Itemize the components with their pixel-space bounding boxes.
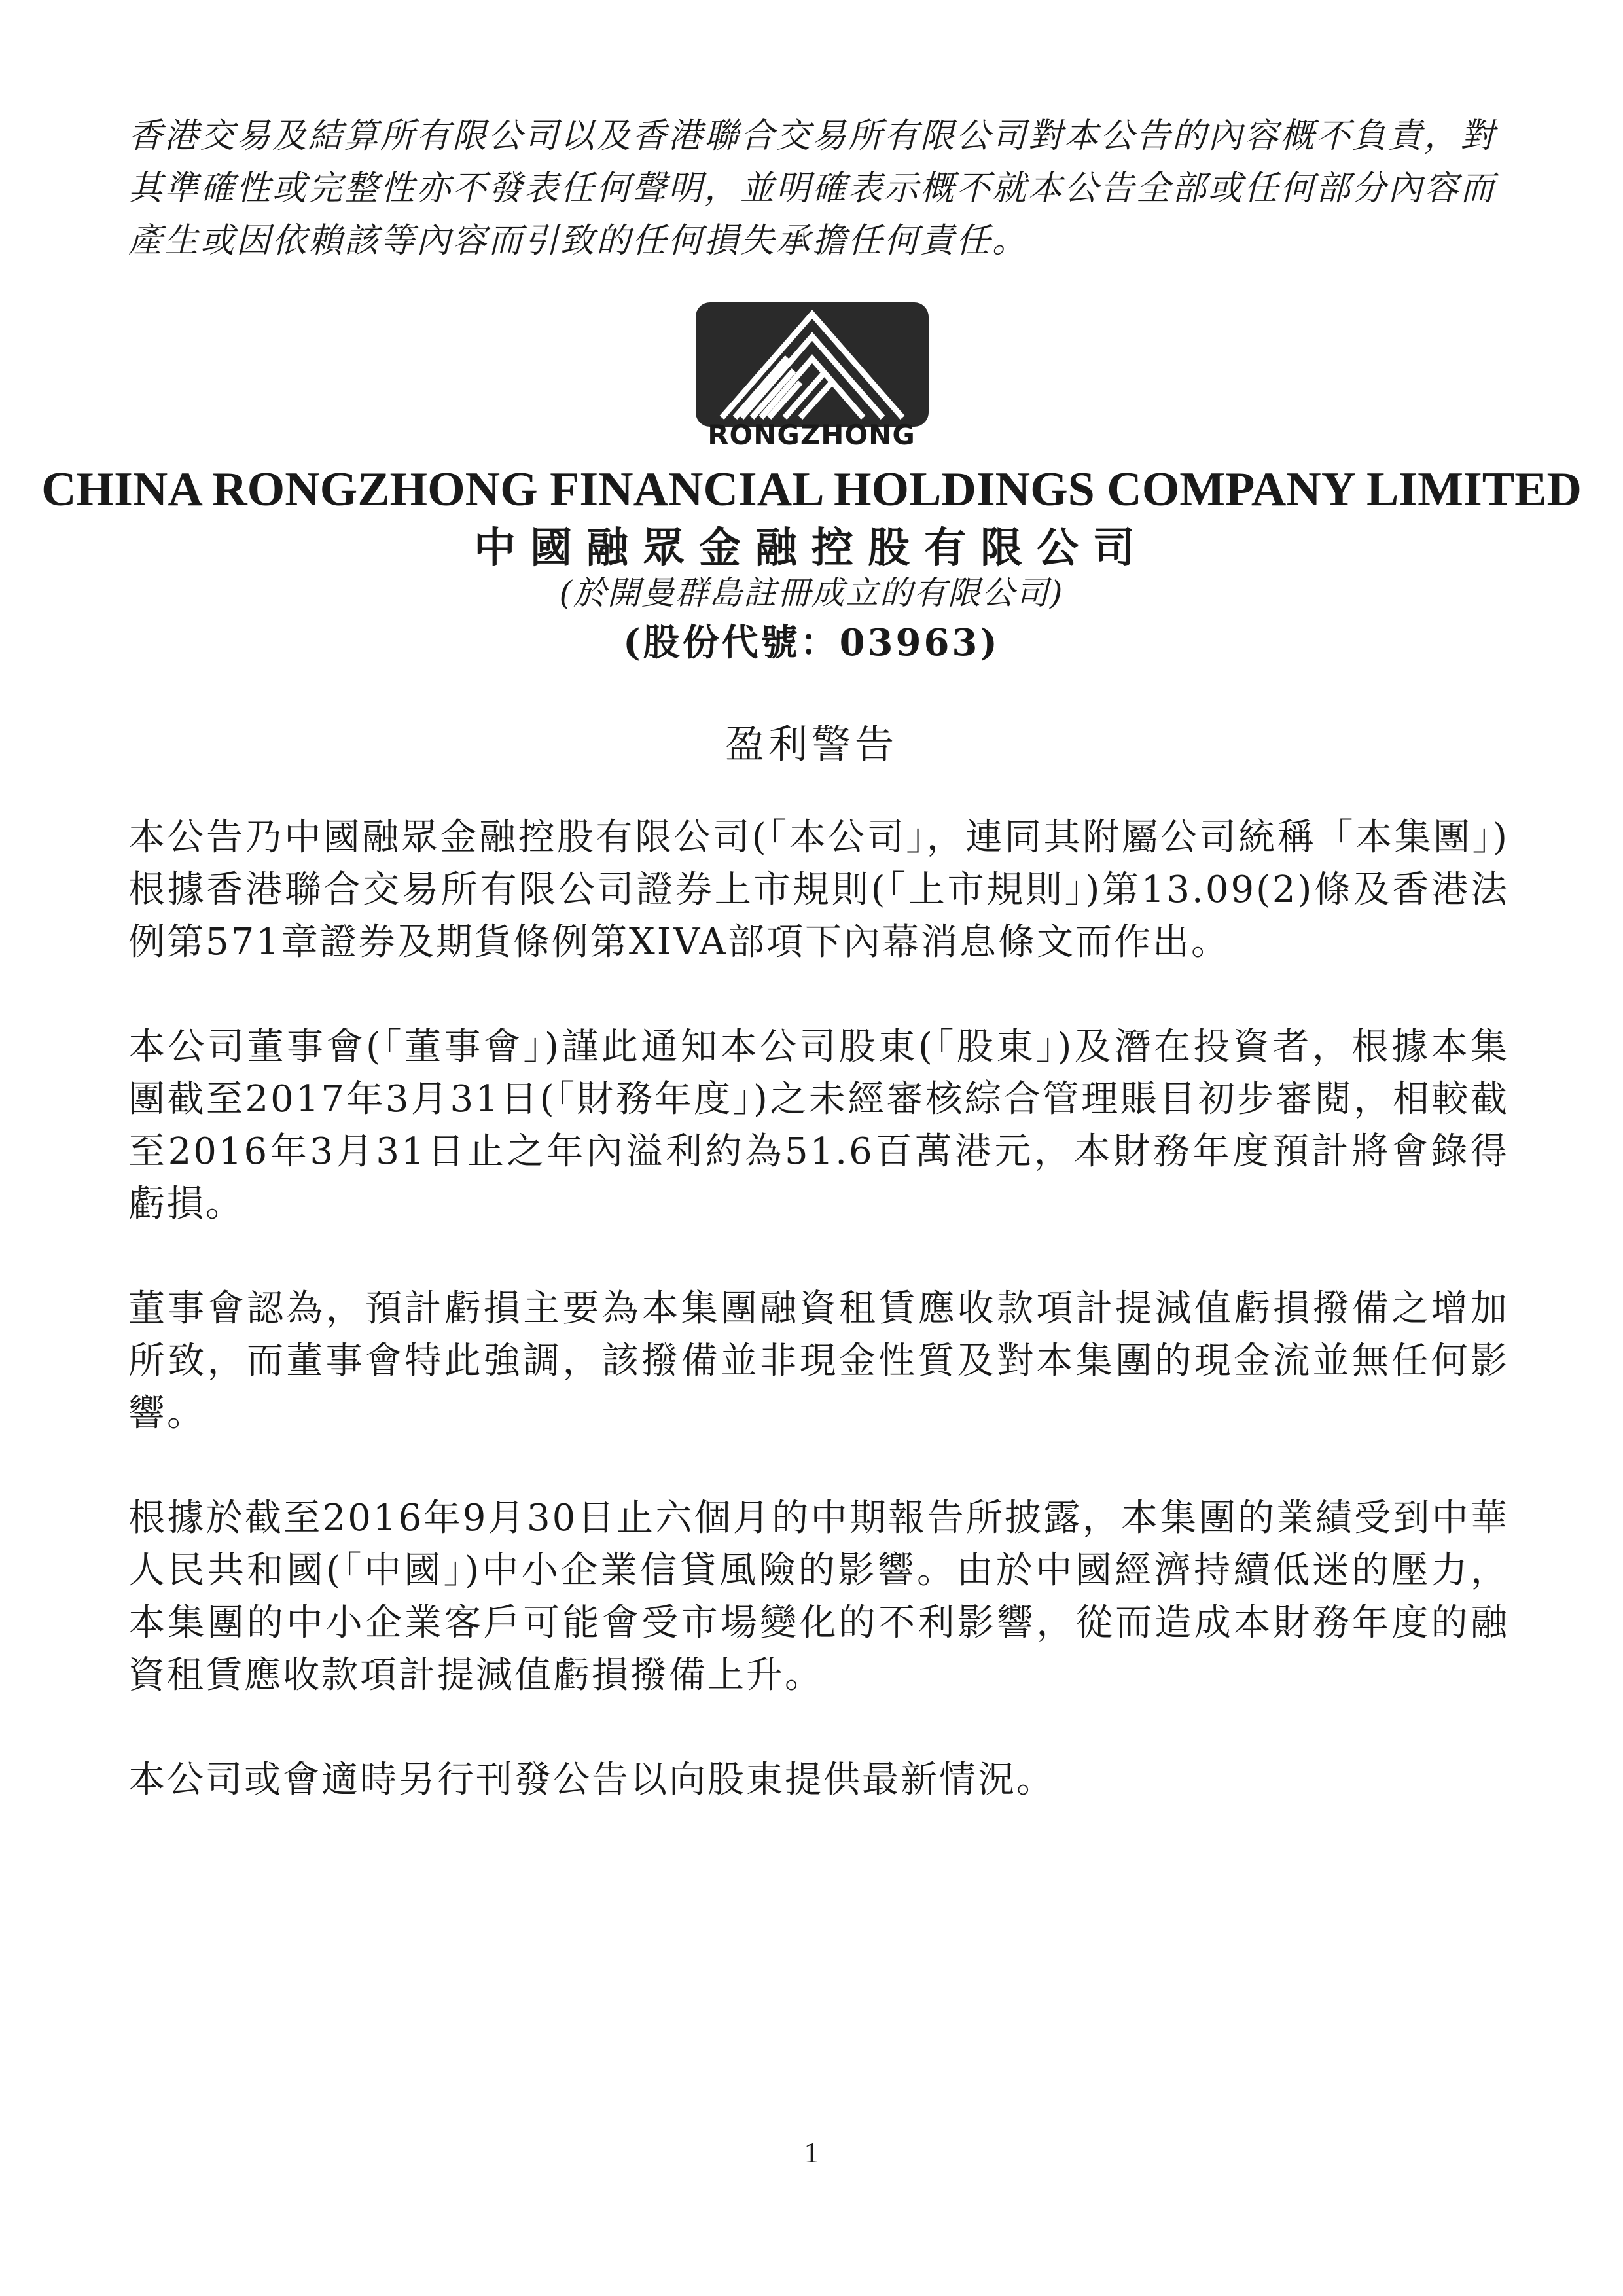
rongzhong-logo-icon: [696, 302, 929, 427]
stock-code: (股份代號：03963): [623, 621, 1000, 664]
company-name-english: CHINA RONGZHONG FINANCIAL HOLDINGS COMPANY LIMITED: [41, 463, 1582, 516]
exchange-disclaimer: 香港交易及結算所有限公司以及香港聯合交易所有限公司對本公告的內容概不負責，對其準確性或完整性亦不發表任何聲明，並明確表示概不就本公告全部或任何部分內容而產生或因依賴該等內容而引致的任何損失承擔任何責任。: [128, 117, 1497, 260]
paragraph-credit-risk: 根據於截至2016年9月30日止六個月的中期報告所披露，本集團的業績受到中華人民共和國(「中國」)中小企業信貸風險的影響。由於中國經濟持續低迷的壓力，本集團的中小企業客戶可能會受市場變化的不利影響，從而造成本財務年度的融資租賃應收款項計提減值虧損撥備上升。: [128, 1497, 1509, 1696]
page-number: 1: [804, 2136, 819, 2169]
announcement-body: [128, 812, 1509, 1859]
incorporation-note: (於開曼群島註冊成立的有限公司): [559, 574, 1064, 612]
logo-wordmark: RONGZHONG: [707, 419, 916, 451]
company-name-chinese: 中國融眾金融控股有限公司: [474, 524, 1149, 573]
paragraph-further-updates: 本公司或會適時另行刊發公告以向股東提供最新情況。: [128, 1759, 1055, 1801]
paragraph-expected-loss: 本公司董事會(「董事會」)謹此通知本公司股東(「股東」)及潛在投資者，根據本集團截至2017年3月31日(「財務年度」)之未經審核綜合管理賬目初步審閱，相較截至2016年3月31日止之年內溢利約為51.6百萬港元，本財務年度預計將會錄得虧損。: [128, 1026, 1509, 1225]
paragraph-reason: 董事會認為，預計虧損主要為本集團融資租賃應收款項計提減值虧損撥備之增加所致，而董事會特此強調，該撥備並非現金性質及對本集團的現金流並無任何影響。: [128, 1287, 1509, 1435]
paragraph-basis: 本公告乃中國融眾金融控股有限公司(「本公司」，連同其附屬公司統稱「本集團」)根據香港聯合交易所有限公司證券上市規則(「上市規則」)第13.09(2)條及香港法例第571章證券及期貨條例第XIVA部項下內幕消息條文而作出。: [128, 816, 1509, 963]
announcement-title: 盈利警告: [725, 722, 898, 768]
